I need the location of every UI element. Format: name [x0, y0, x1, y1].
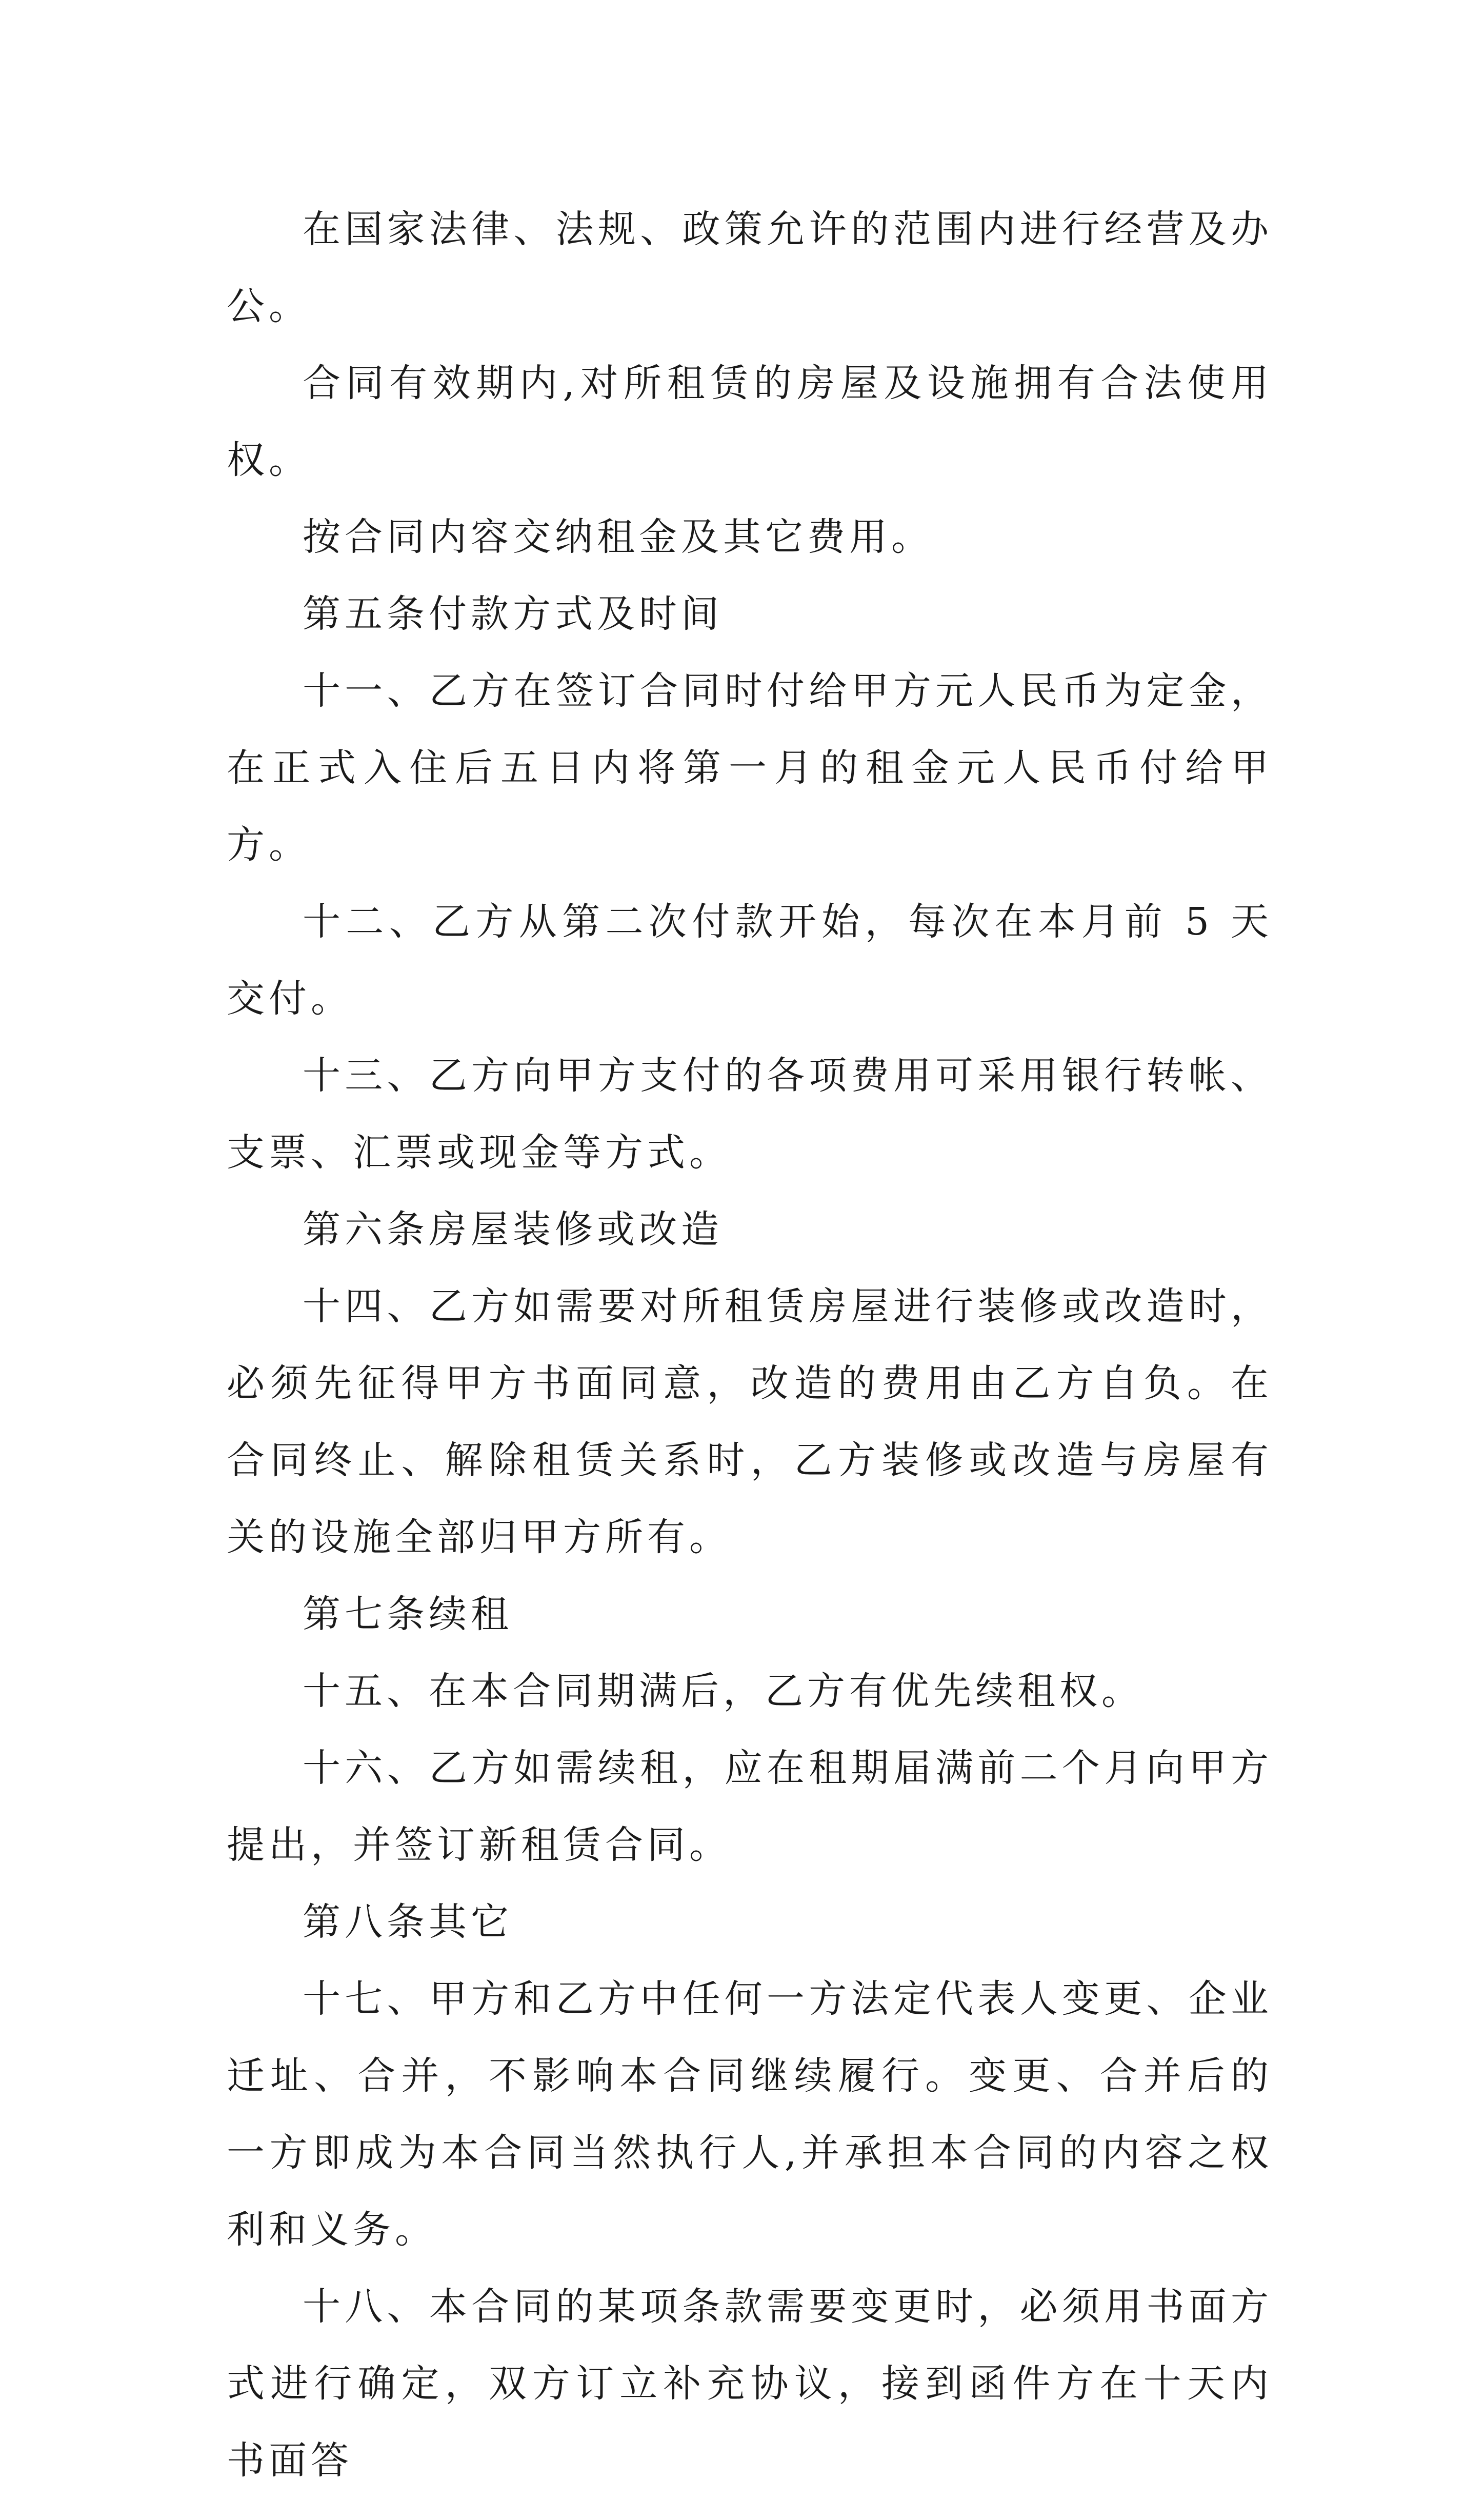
document-body: [227, 191, 1273, 2499]
paragraph-pay-rent: 按合同内容交纳租金及其它费用。: [303, 515, 933, 559]
clause-15: 十五、在本合同期满后，乙方有优先续租权。: [303, 1669, 1144, 1713]
clause-17: 十七、甲方和乙方中任何一方法定代表人变更、企业迁址、合并，不影响本合同继续履行。变更、合并后的一方即成为本合同当然执行人,并承担本合同的内容之权利和义务。: [227, 1977, 1273, 2252]
section-heading-article-5: 第五条付款方式及时间: [303, 592, 723, 636]
clause-14: 十四、乙方如需要对所租赁房屋进行装修或改造时，必须先征得甲方书面同意，改造的费用由乙方自负。在合同终止、解除租赁关系时，乙方装修或改造与房屋有关的设施全部归甲方所有。: [227, 1284, 1273, 1559]
clause-12: 十二、乙方从第二次付款开始，每次在本月前 5 天交付。: [227, 900, 1273, 1021]
clause-18: 十八、本合同的某项条款需要变更时，必须用书面方式进行确定，双方订立补充协议，接到函件方在十天内书面答: [227, 2285, 1273, 2483]
clause-11: 十一、乙方在签订合同时付给甲方元人民币为定金，在正式入住后五日内将第一月的租金元人民币付给甲方。: [227, 669, 1273, 867]
section-heading-article-7: 第七条续租: [303, 1592, 513, 1636]
clause-16: 十六、乙方如需续租，应在租期届满前二个月向甲方提出，并签订新租赁合同。: [227, 1746, 1273, 1867]
section-heading-article-6: 第六条房屋装修或改造: [303, 1207, 723, 1252]
paragraph-business-scope: 在国家法律、法规、政策允许的范围内进行经营及办公。: [227, 207, 1273, 328]
paragraph-usage-right: 合同有效期内,对所租赁的房屋及设施拥有合法使用权。: [227, 361, 1273, 482]
clause-13: 十三、乙方向甲方支付的各项费用可采用银行转帐、支票、汇票或现金等方式。: [227, 1054, 1273, 1175]
section-heading-article-8: 第八条其它: [303, 1900, 513, 1944]
